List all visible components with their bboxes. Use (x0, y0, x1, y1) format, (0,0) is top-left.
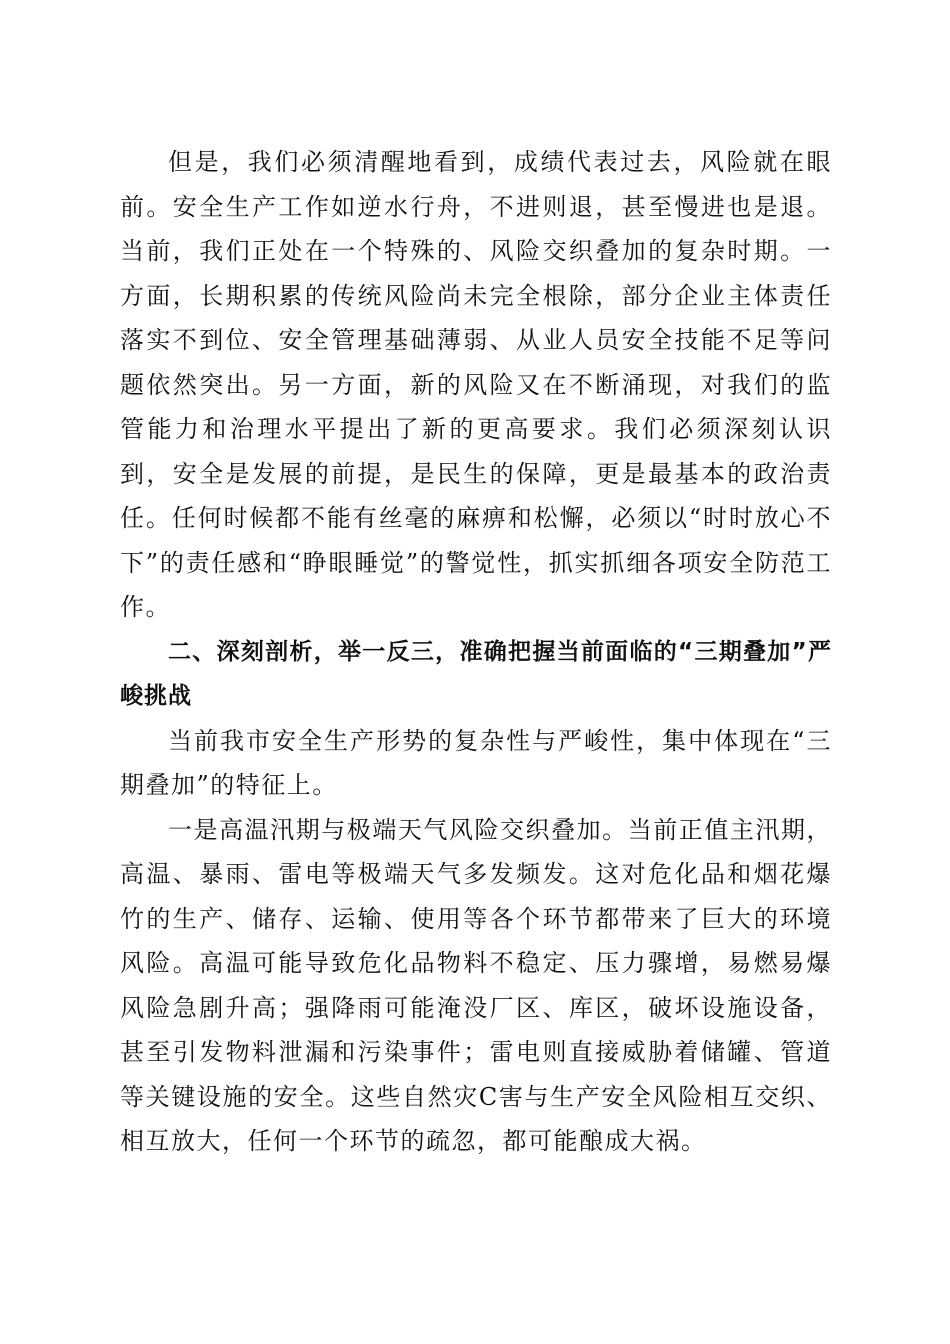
paragraph-risk-warning: 但是，我们必须清醒地看到，成绩代表过去，风险就在眼前。安全生产工作如逆水行舟，不进则退，甚至慢进也是退。当前，我们正处在一个特殊的、风险交织叠加的复杂时期。一方面，长期积累的传统风险尚未完全根除，部分企业主体责任落实不到位、安全管理基础薄弱、从业人员安全技能不足等问题依然突出。另一方面，新的风险又在不断涌现，对我们的监管能力和治理水平提出了新的更高要求。我们必须深刻认识到，安全是发展的前提，是民生的保障，更是最基本的政治责任。任何时候都不能有丝毫的麻痹和松懈，必须以“时时放心不下”的责任感和“睁眼睡觉”的警觉性，抓实抓细各项安全防范工作。 (120, 148, 832, 621)
document-body (120, 140, 832, 1164)
point-one-lead: 一是高温汛期与极端天气风险交织叠加。 (168, 815, 628, 844)
paragraph-point-one (120, 808, 832, 1164)
section-heading: 二、深刻剖析，举一反三，准确把握当前面临的“三期叠加”严峻挑战 (120, 638, 832, 709)
point-one-body: 当前正值主汛期，高温、暴雨、雷电等极端天气多发频发。这对危化品和烟花爆竹的生产、储存、运输、使用等各个环节都带来了巨大的环境风险。高温可能导致危化品物料不稳定、压力骤增，易燃易爆风险急剧升高；强降雨可能淹没厂区、库区，破坏设施设备，甚至引发物料泄漏和污染事件；雷电则直接威胁着储罐、管道等关键设施的安全。这些自然灾C害与生产安全风险相互交织、相互放大，任何一个环节的疏忽，都可能酿成大祸。 (120, 815, 832, 1155)
paragraph-three-periods-intro: 当前我市安全生产形势的复杂性与严峻性，集中体现在“三期叠加”的特征上。 (120, 726, 832, 799)
